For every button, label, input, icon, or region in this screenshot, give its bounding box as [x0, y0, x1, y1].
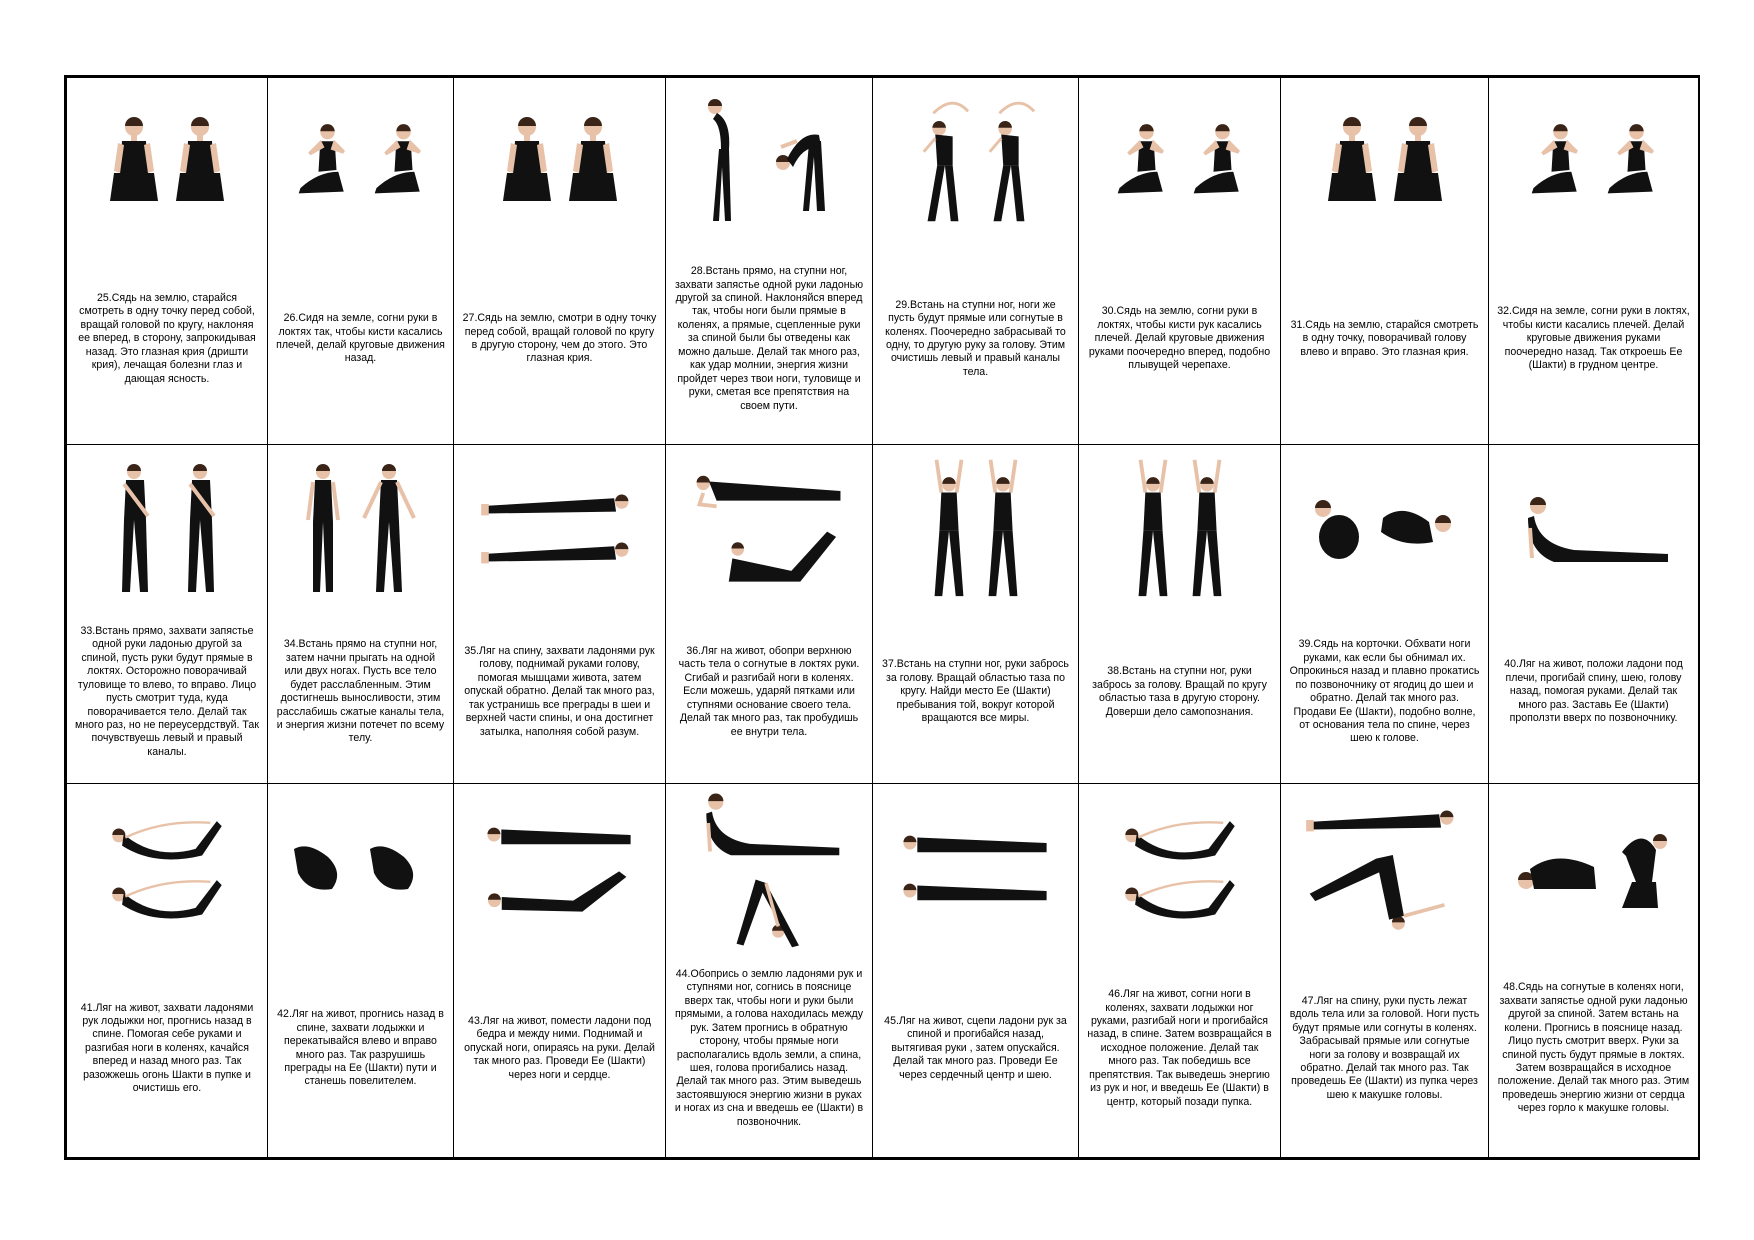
exercise-illustration: [454, 78, 665, 236]
lying-flat-figure: [1304, 801, 1466, 839]
forward-fold-figure: [757, 101, 837, 221]
grid-row: [67, 784, 1699, 1158]
exercise-cell: [268, 445, 454, 784]
exercise-illustration: [873, 784, 1078, 942]
seated-side-arms-figure: [1597, 116, 1667, 206]
seated-side-arms-figure: [364, 116, 434, 206]
exercise-cell: [1281, 78, 1489, 445]
exercise-cell: [454, 784, 666, 1158]
exercise-cell: [454, 78, 666, 445]
exercise-description: 47.Ляг на спину, руки пусть лежат вдоль тела или за головой. Ноги пусть будут прямые или согнуты в коленях. Забрасывай прямые или согнутые ноги за голову и возвращай их обратно. Делай так много раз. Так проведешь Ее (Шакти) из пупка через шею к макушке головы.: [1289, 994, 1480, 1101]
exercise-cell: [1281, 784, 1489, 1158]
lying-flat-figure: [479, 533, 641, 571]
exercise-illustration: [873, 78, 1078, 236]
bow-figure: [1118, 813, 1242, 862]
seated-front-figure: [497, 111, 557, 211]
exercise-cell: [1489, 445, 1699, 784]
exercise-sheet: [64, 75, 1700, 1160]
exercise-cell: [666, 784, 873, 1158]
exercise-illustration: [268, 784, 453, 942]
exercise-description: 33.Встань прямо, захвати запястье одной руки ладонью другой за спиной, пусть руки будут прямые в локтях. Осторожно поворачивай туловище то влево, то вправо. Лицо пусть смотрит туда, куда поворачивается тело. Делай так много раз, но не переусердствуй. Так почувствуешь левый и правый каналы.: [75, 624, 259, 758]
exercise-cell: [873, 784, 1079, 1158]
exercise-illustration: [1281, 445, 1488, 603]
exercise-description: 34.Встань прямо на ступни ног, затем начни прыгать на одной или двух ногах. Пусть все тело будет расслабленным. Этим достигнешь выносливости, этим расслабишь сжатые каналы тела, и энергия жизни потечет по всему телу.: [276, 638, 445, 745]
prone-flat-figure: [897, 824, 1054, 862]
seated-side-arms-figure: [288, 116, 358, 206]
exercise-cell: [1489, 784, 1699, 1158]
standing-arms-out-figure: [354, 458, 424, 598]
exercise-description: 29.Встань на ступни ног, ноги же пусть будут прямые или согнутые в коленях. Поочередно забрасывай то одну, то другую руку за голову. Этим очистишь левый и правый каналы тела.: [885, 298, 1066, 378]
exercise-cell: [1489, 78, 1699, 445]
rolling-back-figure: [1373, 498, 1463, 558]
standing-figure: [298, 458, 348, 598]
exercise-cell: [268, 78, 454, 445]
standing-backbend-figure: [701, 91, 751, 231]
exercise-description: 25.Сядь на землю, старайся смотреть в одну точку перед собой, вращай головой по кругу, наклоняя ее вперед, в сторону, запрокидывая назад. Это глазная крия (дришти крия), лечащая болезни глаз и дающая ясность.: [78, 291, 256, 385]
exercise-cell: [67, 78, 268, 445]
seated-front-figure: [563, 111, 623, 211]
downward-dog-figure: [717, 871, 822, 949]
exercise-description: 26.Сидя на земле, согни руки в локтях так, чтобы кисти касались плечей, делай круговые движения назад.: [276, 312, 445, 365]
exercise-description: 42.Ляг на живот, прогнись назад в спине, захвати лодыжки и перекатывайся влево и вправо много раз. Так разрушишь преграды на Ее (Шакти) пути и станешь повелителем.: [277, 1008, 444, 1088]
exercise-description: 36.Ляг на живот, обопри верхнюю часть тела о согнутые в локтях руки. Сгибай и разгибай ноги в коленях. Если можешь, ударяй пятками или ступнями основание своего тела. Делай так много раз, так пробудишь ее внутри тела.: [678, 645, 860, 738]
grid-row: [67, 78, 1699, 445]
exercise-description: 40.Ляг на живот, положи ладони под плечи, прогибай спину, шею, голову назад, помогая руками. Делай так много раз. Заставь Ее (Шакти) проползти вверх по позвоночнику.: [1504, 658, 1683, 725]
bow-side-figure: [364, 837, 434, 897]
bow-figure: [105, 813, 229, 862]
exercise-description: 31.Сядь на землю, старайся смотреть в одну точку, поворачивай голову влево и вправо. Это глазная крия.: [1290, 318, 1479, 358]
lying-flat-figure: [479, 485, 641, 523]
standing-side-bend-figure: [913, 94, 973, 229]
exercise-cell: [666, 78, 873, 445]
seated-side-arms-figure: [1183, 116, 1253, 206]
exercise-illustration: [268, 445, 453, 603]
exercise-grid: [66, 77, 1699, 1158]
exercise-cell: [1281, 445, 1489, 784]
exercise-illustration: [666, 445, 872, 603]
prone-flat-figure: [481, 816, 638, 854]
exercise-cell: [666, 445, 873, 784]
exercise-cell: [1079, 78, 1281, 445]
exercise-illustration: [67, 78, 267, 236]
exercise-cell: [67, 784, 268, 1158]
locust-figure: [481, 864, 638, 919]
exercise-description: 46.Ляг на живот, согни ноги в коленях, захвати лодыжки ног руками, разгибай ноги и прогибайся назад, в спине. Затем возвращайся в исходное положение. Делай так много раз. Так победишь все препятствия. Так выведешь энергию из рук и ног, и введешь Ее (Шакти) в центр, который позади пупка.: [1087, 988, 1272, 1108]
exercise-illustration: [454, 445, 665, 603]
seated-front-figure: [1388, 111, 1448, 211]
camel-figure: [1612, 822, 1672, 912]
bow-figure: [1118, 872, 1242, 921]
exercise-description: 30.Сядь на землю, согни руки в локтях, чтобы кисти рук касались плечей. Делай круговые движения руками поочередно вперед, подобно плывущей черепахе.: [1088, 305, 1271, 372]
exercise-description: 43.Ляг на живот, помести ладони под бедра и между ними. Поднимай и опускай ноги, опираясь на руки. Делай так много раз. Проведи Ее (Шакти) через ноги и сердце.: [464, 1014, 655, 1081]
standing-twist-figure: [104, 458, 164, 598]
cobra-figure: [1514, 488, 1674, 568]
bow-figure: [105, 872, 229, 921]
standing-arms-up-figure: [1129, 453, 1177, 603]
seated-front-figure: [1322, 111, 1382, 211]
exercise-cell: [454, 445, 666, 784]
exercise-illustration: [67, 784, 267, 942]
standing-arms-up-figure: [979, 453, 1027, 603]
exercise-cell: [873, 445, 1079, 784]
exercise-illustration: [1489, 784, 1698, 942]
bow-side-figure: [288, 837, 358, 897]
seated-front-figure: [104, 111, 164, 211]
plough-figure: [1306, 849, 1463, 933]
standing-side-bend-figure: [979, 94, 1039, 229]
exercise-description: 38.Встань на ступни ног, руки забрось за голову. Вращай по кругу областью таза в другую сторону. Доверши дело самопознания.: [1092, 665, 1267, 718]
exercise-illustration: [1489, 78, 1698, 236]
exercise-illustration: [268, 78, 453, 236]
exercise-illustration: [454, 784, 665, 942]
prone-legs-up-figure: [693, 526, 845, 589]
exercise-illustration: [1079, 78, 1280, 236]
prone-elbows-figure: [688, 468, 850, 516]
child-figure: [1516, 837, 1606, 897]
exercise-description: 27.Сядь на землю, смотри в одну точку перед собой, вращай головой по кругу в другую сторону, чем до этого. Это глазная крия.: [462, 312, 657, 365]
standing-twist-figure: [170, 458, 230, 598]
exercise-cell: [268, 784, 454, 1158]
exercise-illustration: [666, 784, 872, 942]
exercise-description: 37.Встань на ступни ног, руки забрось за голову. Вращай областью таза по кругу. Найди место Ее (Шакти) пребывания той, вокруг которой вращаются все миры.: [882, 658, 1069, 725]
exercise-description: 28.Встань прямо, на ступни ног, захвати запястье одной руки ладонью другой за спиной. Наклоняйся вперед так, чтобы ноги были прямые в коленях, а прямые, сцепленные руки за спиной были бы отведены как можно дальше. Делай так много раз, как удар молнии, энергия жизни пройдет через твои ноги, туловище и руки, сметая все препятствия на своем пути.: [674, 265, 864, 412]
exercise-illustration: [873, 445, 1078, 603]
prone-flat-figure: [897, 872, 1054, 910]
exercise-description: 45.Ляг на живот, сцепи ладони рук за спиной и прогибайся назад, вытягивая руки , затем опускайся. Делай так много раз. Проведи Ее через сердечный центр и шею.: [884, 1014, 1067, 1081]
exercise-cell: [1079, 784, 1281, 1158]
cobra-figure: [693, 785, 845, 861]
exercise-cell: [1079, 445, 1281, 784]
seated-side-arms-figure: [1521, 116, 1591, 206]
exercise-cell: [67, 445, 268, 784]
exercise-description: 32.Сидя на земле, согни руки в локтях, чтобы кисти касались плечей. Делай круговые движения руками поочередно назад. Так откроешь Ее (Шакти) в грудном центре.: [1497, 305, 1690, 372]
exercise-illustration: [1079, 784, 1280, 942]
exercise-illustration: [1489, 445, 1698, 603]
exercise-description: 35.Ляг на спину, захвати ладонями рук голову, поднимай руками голову, помогая мышцами живота, затем опускай обратно. Делай так много раз, так устранишь все преграды в шеи и верхней части спины, и она достигнет затылка, наполняя собой разум.: [464, 645, 655, 738]
seated-side-arms-figure: [1107, 116, 1177, 206]
exercise-illustration: [1079, 445, 1280, 603]
exercise-cell: [873, 78, 1079, 445]
standing-arms-up-figure: [1183, 453, 1231, 603]
seated-front-figure: [170, 111, 230, 211]
exercise-illustration: [666, 78, 872, 236]
exercise-illustration: [1281, 784, 1488, 942]
standing-arms-up-figure: [925, 453, 973, 603]
grid-row: [67, 445, 1699, 784]
crouch-ball-figure: [1307, 493, 1367, 563]
exercise-description: 44.Обопрись о землю ладонями рук и ступнями ног, согнись в пояснице вверх так, чтобы ноги и руки были прямыми, а голова находилась между рук. Затем прогнись в обратную сторону, чтобы прямые ноги располагались вдоль земли, а спина, шея, голова прогибались назад. Делай так много раз. Этим выведешь застоявшуюся энергию жизни в руках и ногах из сна и введешь ее (Шакти) в позвоночник.: [674, 967, 864, 1128]
exercise-illustration: [67, 445, 267, 603]
exercise-description: 48.Сядь на согнутые в коленях ноги, захвати запястье одной руки ладонью другой за спиной. Затем встань на колени. Прогнись в пояснице назад. Лицо пусть смотрит вверх. Руки за спиной пусть будут прямые в локтях. Затем возвращайся в исходное положение. Делай так много раз. Этим проведешь энергию жизни от сердца через горло к макушке головы.: [1497, 981, 1690, 1115]
exercise-illustration: [1281, 78, 1488, 236]
exercise-description: 39.Сядь на корточки. Обхвати ноги руками, как если бы обнимал их. Опрокинься назад и плавно прокатись по позвоночнику от ягодиц до шеи и обратно. Делай так много раз. Продави Ее (Шакти), подобно волне, от основания тела по спине, через шею к голове.: [1289, 638, 1480, 745]
exercise-description: 41.Ляг на живот, захвати ладонями рук лодыжки ног, прогнись назад в спине. Помогая себе руками и разгибая ноги в коленях, качайся вперед и назад много раз. Так разожжешь огонь Шакти в пупке и очистишь его.: [80, 1001, 254, 1095]
